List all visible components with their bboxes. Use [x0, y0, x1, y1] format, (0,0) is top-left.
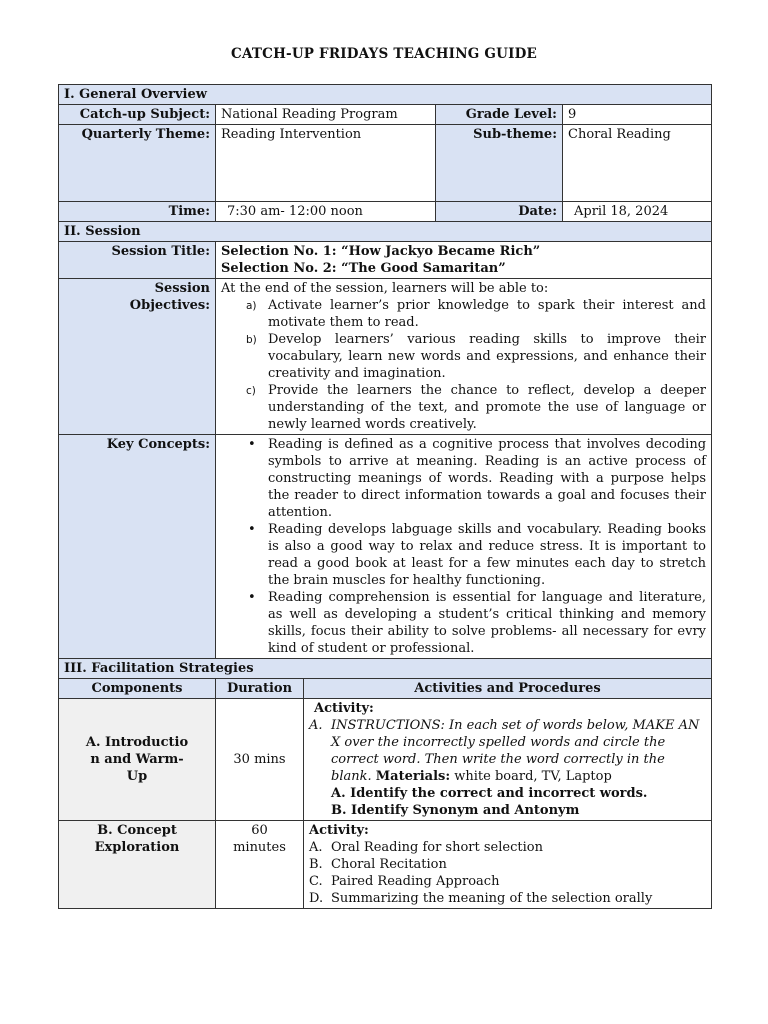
facilitation-header-row	[59, 659, 712, 679]
theme-row	[59, 125, 712, 202]
list-item	[309, 856, 706, 873]
component-line: A. Introductio	[85, 735, 189, 750]
subtheme-value: Choral Reading	[563, 125, 712, 202]
concept-text: Reading comprehension is essential for language and literature, as well as developing a student’s critical thinking and memory skills, focus their ability to solve problems- all necessary for evry kind of student or professional.	[268, 590, 707, 656]
key-concepts-label: Key Concepts:	[59, 435, 216, 659]
time-value: 7:30 am- 12:00 noon	[216, 202, 436, 222]
objectives-label	[59, 279, 216, 435]
list-marker: A.	[309, 718, 323, 733]
objective-text: Provide the learners the chance to reflect, develop a deeper understanding of the text, and promote the use of language or newly learned words creatively.	[268, 383, 707, 432]
activity-task: A. Identify the correct and incorrect words.	[331, 786, 648, 801]
session-title-value	[216, 242, 712, 279]
time-date-row	[59, 202, 712, 222]
bullet-icon: •	[248, 522, 256, 537]
activities-concept-exploration	[304, 821, 712, 909]
session-title-label: Session Title:	[59, 242, 216, 279]
list-item	[309, 839, 706, 856]
activity-task: B. Identify Synonym and Antonym	[331, 803, 580, 818]
list-item	[309, 873, 706, 890]
list-marker: a)	[246, 300, 257, 312]
theme-label: Quarterly Theme:	[59, 125, 216, 202]
list-item	[221, 589, 706, 657]
grade-label: Grade Level:	[436, 105, 563, 125]
component-line: n and Warm-	[90, 752, 184, 767]
activity-text: Paired Reading Approach	[331, 874, 500, 889]
subtheme-label: Sub-theme:	[436, 125, 563, 202]
instructions-text: INSTRUCTIONS: In each set of words below, MAKE AN X over the incorrectly spelled words and circle the correct word. Then write the word correctly in the blank.	[331, 718, 700, 784]
table-row	[59, 821, 712, 909]
list-item	[221, 436, 706, 521]
list-item	[309, 890, 706, 907]
key-concepts-row	[59, 435, 712, 659]
activity-label: Activity:	[309, 823, 369, 838]
activities-introduction	[304, 699, 712, 821]
teaching-guide-table	[58, 84, 712, 909]
list-item	[221, 521, 706, 589]
materials-label: Materials:	[375, 769, 451, 784]
component-line: Up	[126, 769, 148, 784]
component-concept-exploration	[59, 821, 216, 909]
duration-concept-exploration	[216, 821, 304, 909]
list-item	[221, 331, 706, 382]
subject-value: National Reading Program	[216, 105, 436, 125]
objectives-label-line1: Session	[154, 281, 210, 296]
instructions-block	[309, 717, 706, 785]
grade-value: 9	[563, 105, 712, 125]
objective-text: Activate learner’s prior knowledge to spark their interest and motivate them to read.	[268, 298, 707, 330]
bullet-icon: •	[248, 437, 256, 452]
list-marker: b)	[246, 334, 257, 346]
date-label: Date:	[436, 202, 563, 222]
list-marker: B.	[309, 857, 323, 872]
time-label: Time:	[59, 202, 216, 222]
key-concepts-list	[221, 436, 706, 657]
selection-2-title: Selection No. 2: “The Good Samaritan”	[221, 261, 506, 276]
duration-introduction: 30 mins	[216, 699, 304, 821]
activity-text: Choral Recitation	[331, 857, 447, 872]
objectives-row	[59, 279, 712, 435]
table-row	[59, 699, 712, 821]
objective-text: Develop learners’ various reading skills to improve their vocabulary, learn new words and expressions, and enhance their creativity and imagination.	[268, 332, 707, 381]
component-line: B. Concept	[97, 823, 177, 838]
activity-text: Oral Reading for short selection	[331, 840, 543, 855]
duration-header: Duration	[216, 679, 304, 699]
document-title: CATCH-UP FRIDAYS TEACHING GUIDE	[231, 46, 537, 62]
date-value: April 18, 2024	[563, 202, 712, 222]
activity-list	[309, 839, 706, 907]
key-concepts-content	[216, 435, 712, 659]
facilitation-column-headers	[59, 679, 712, 699]
components-header: Components	[59, 679, 216, 699]
selection-1-title: Selection No. 1: “How Jackyo Became Rich”	[221, 244, 541, 259]
list-marker: D.	[309, 891, 324, 906]
session-title-row	[59, 242, 712, 279]
activities-header: Activities and Procedures	[304, 679, 712, 699]
materials-value: white board, TV, Laptop	[454, 769, 612, 784]
activity-label: Activity:	[314, 701, 374, 716]
list-marker: A.	[309, 840, 323, 855]
subject-row	[59, 105, 712, 125]
concept-text: Reading develops labguage skills and vocabulary. Reading books is also a good way to relax and reduce stress. It is important to read a good book at least for a few minutes each day to stretch the brain muscles for healthy functioning.	[268, 522, 707, 588]
session-header: II. Session	[59, 222, 712, 242]
objectives-list	[221, 297, 706, 433]
activity-text: Summarizing the meaning of the selection orally	[331, 891, 653, 906]
facilitation-header: III. Facilitation Strategies	[59, 659, 712, 679]
bullet-icon: •	[248, 590, 256, 605]
general-overview-header-row	[59, 85, 712, 105]
component-introduction	[59, 699, 216, 821]
objectives-intro: At the end of the session, learners will be able to:	[221, 281, 549, 296]
objectives-label-line2: Objectives:	[129, 298, 210, 313]
objectives-content	[216, 279, 712, 435]
concept-text: Reading is defined as a cognitive process that involves decoding symbols to arrive at meaning. Reading is an active process of constructing meanings of words. Reading with a purpose helps the reader to direct information towards a goal and focuses their attention.	[268, 437, 707, 520]
session-header-row	[59, 222, 712, 242]
duration-line: 60	[251, 823, 268, 838]
list-item	[221, 382, 706, 433]
list-marker: C.	[309, 874, 323, 889]
duration-line: minutes	[233, 840, 286, 855]
general-overview-header: I. General Overview	[59, 85, 712, 105]
subject-label: Catch-up Subject:	[59, 105, 216, 125]
list-marker: c)	[246, 385, 256, 397]
theme-value: Reading Intervention	[216, 125, 436, 202]
list-item	[221, 297, 706, 331]
component-line: Exploration	[94, 840, 180, 855]
